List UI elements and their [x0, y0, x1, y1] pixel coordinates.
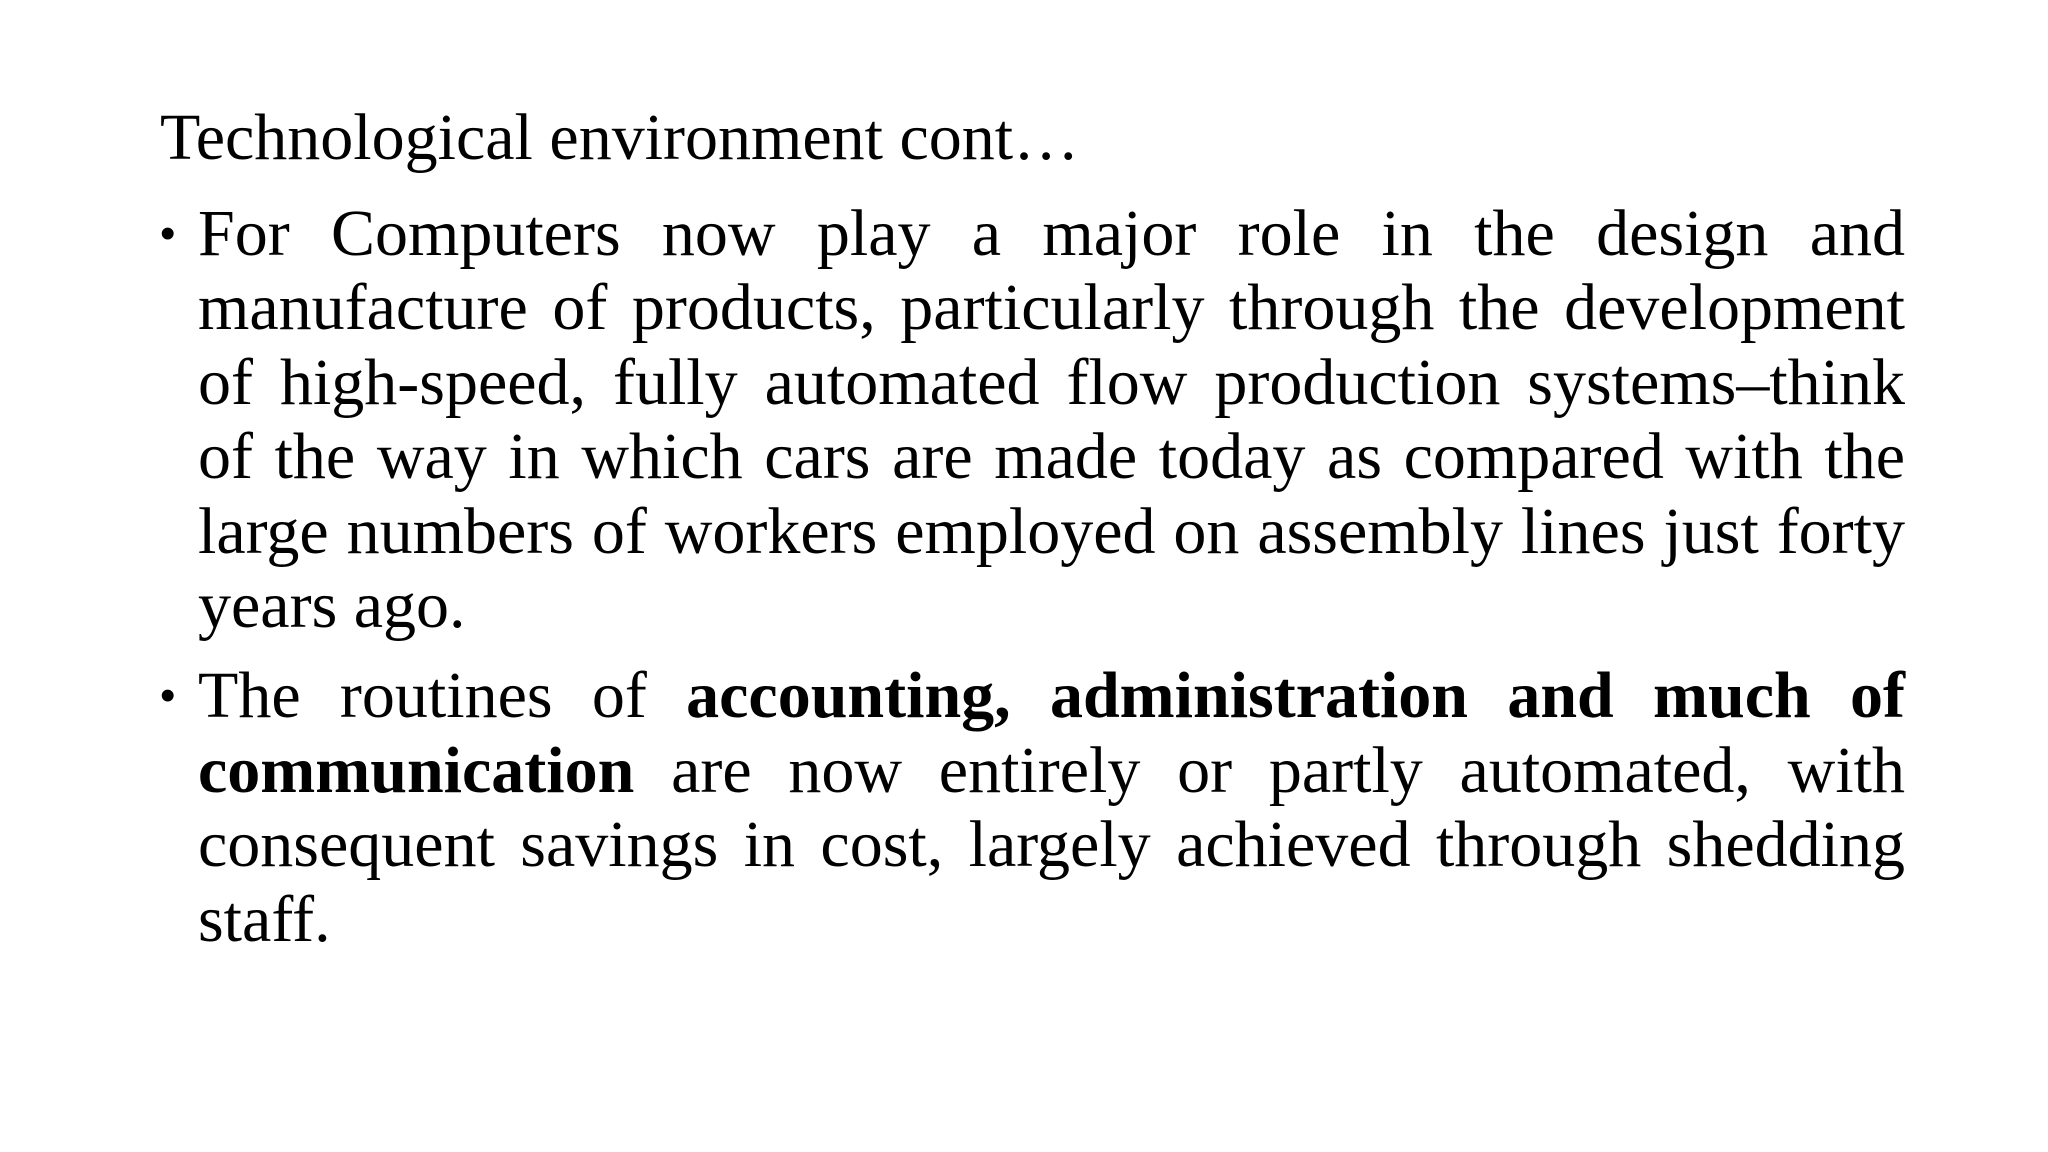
- bullet-text-2: [198, 659, 1905, 957]
- slide-title: Technological environment cont…: [160, 101, 1080, 174]
- bullet-item-2: [160, 659, 1905, 957]
- bullet-2-text-emphasis: accounting, administration and much of communication: [198, 659, 1906, 807]
- bullet-icon: •: [160, 671, 176, 721]
- bullet-2-text-intro: The routines of: [198, 659, 687, 733]
- bullet-1-text: For Computers now play a major role in the design and manufacture of products, particularly through the development of high-speed, fully automated flow production systems–think of the way in which cars are made today as compared with the large numbers of workers employed on assembly lines just forty years ago.: [198, 197, 1905, 643]
- bullet-2-text-rest: are now entirely or partly automated, with consequent savings in cost, largely achieved through shedding staff.: [198, 733, 1905, 956]
- bullet-text-1: [198, 197, 1905, 643]
- bullet-list: [160, 197, 1905, 973]
- bullet-icon: •: [160, 209, 176, 258]
- bullet-item-1: [160, 197, 1905, 643]
